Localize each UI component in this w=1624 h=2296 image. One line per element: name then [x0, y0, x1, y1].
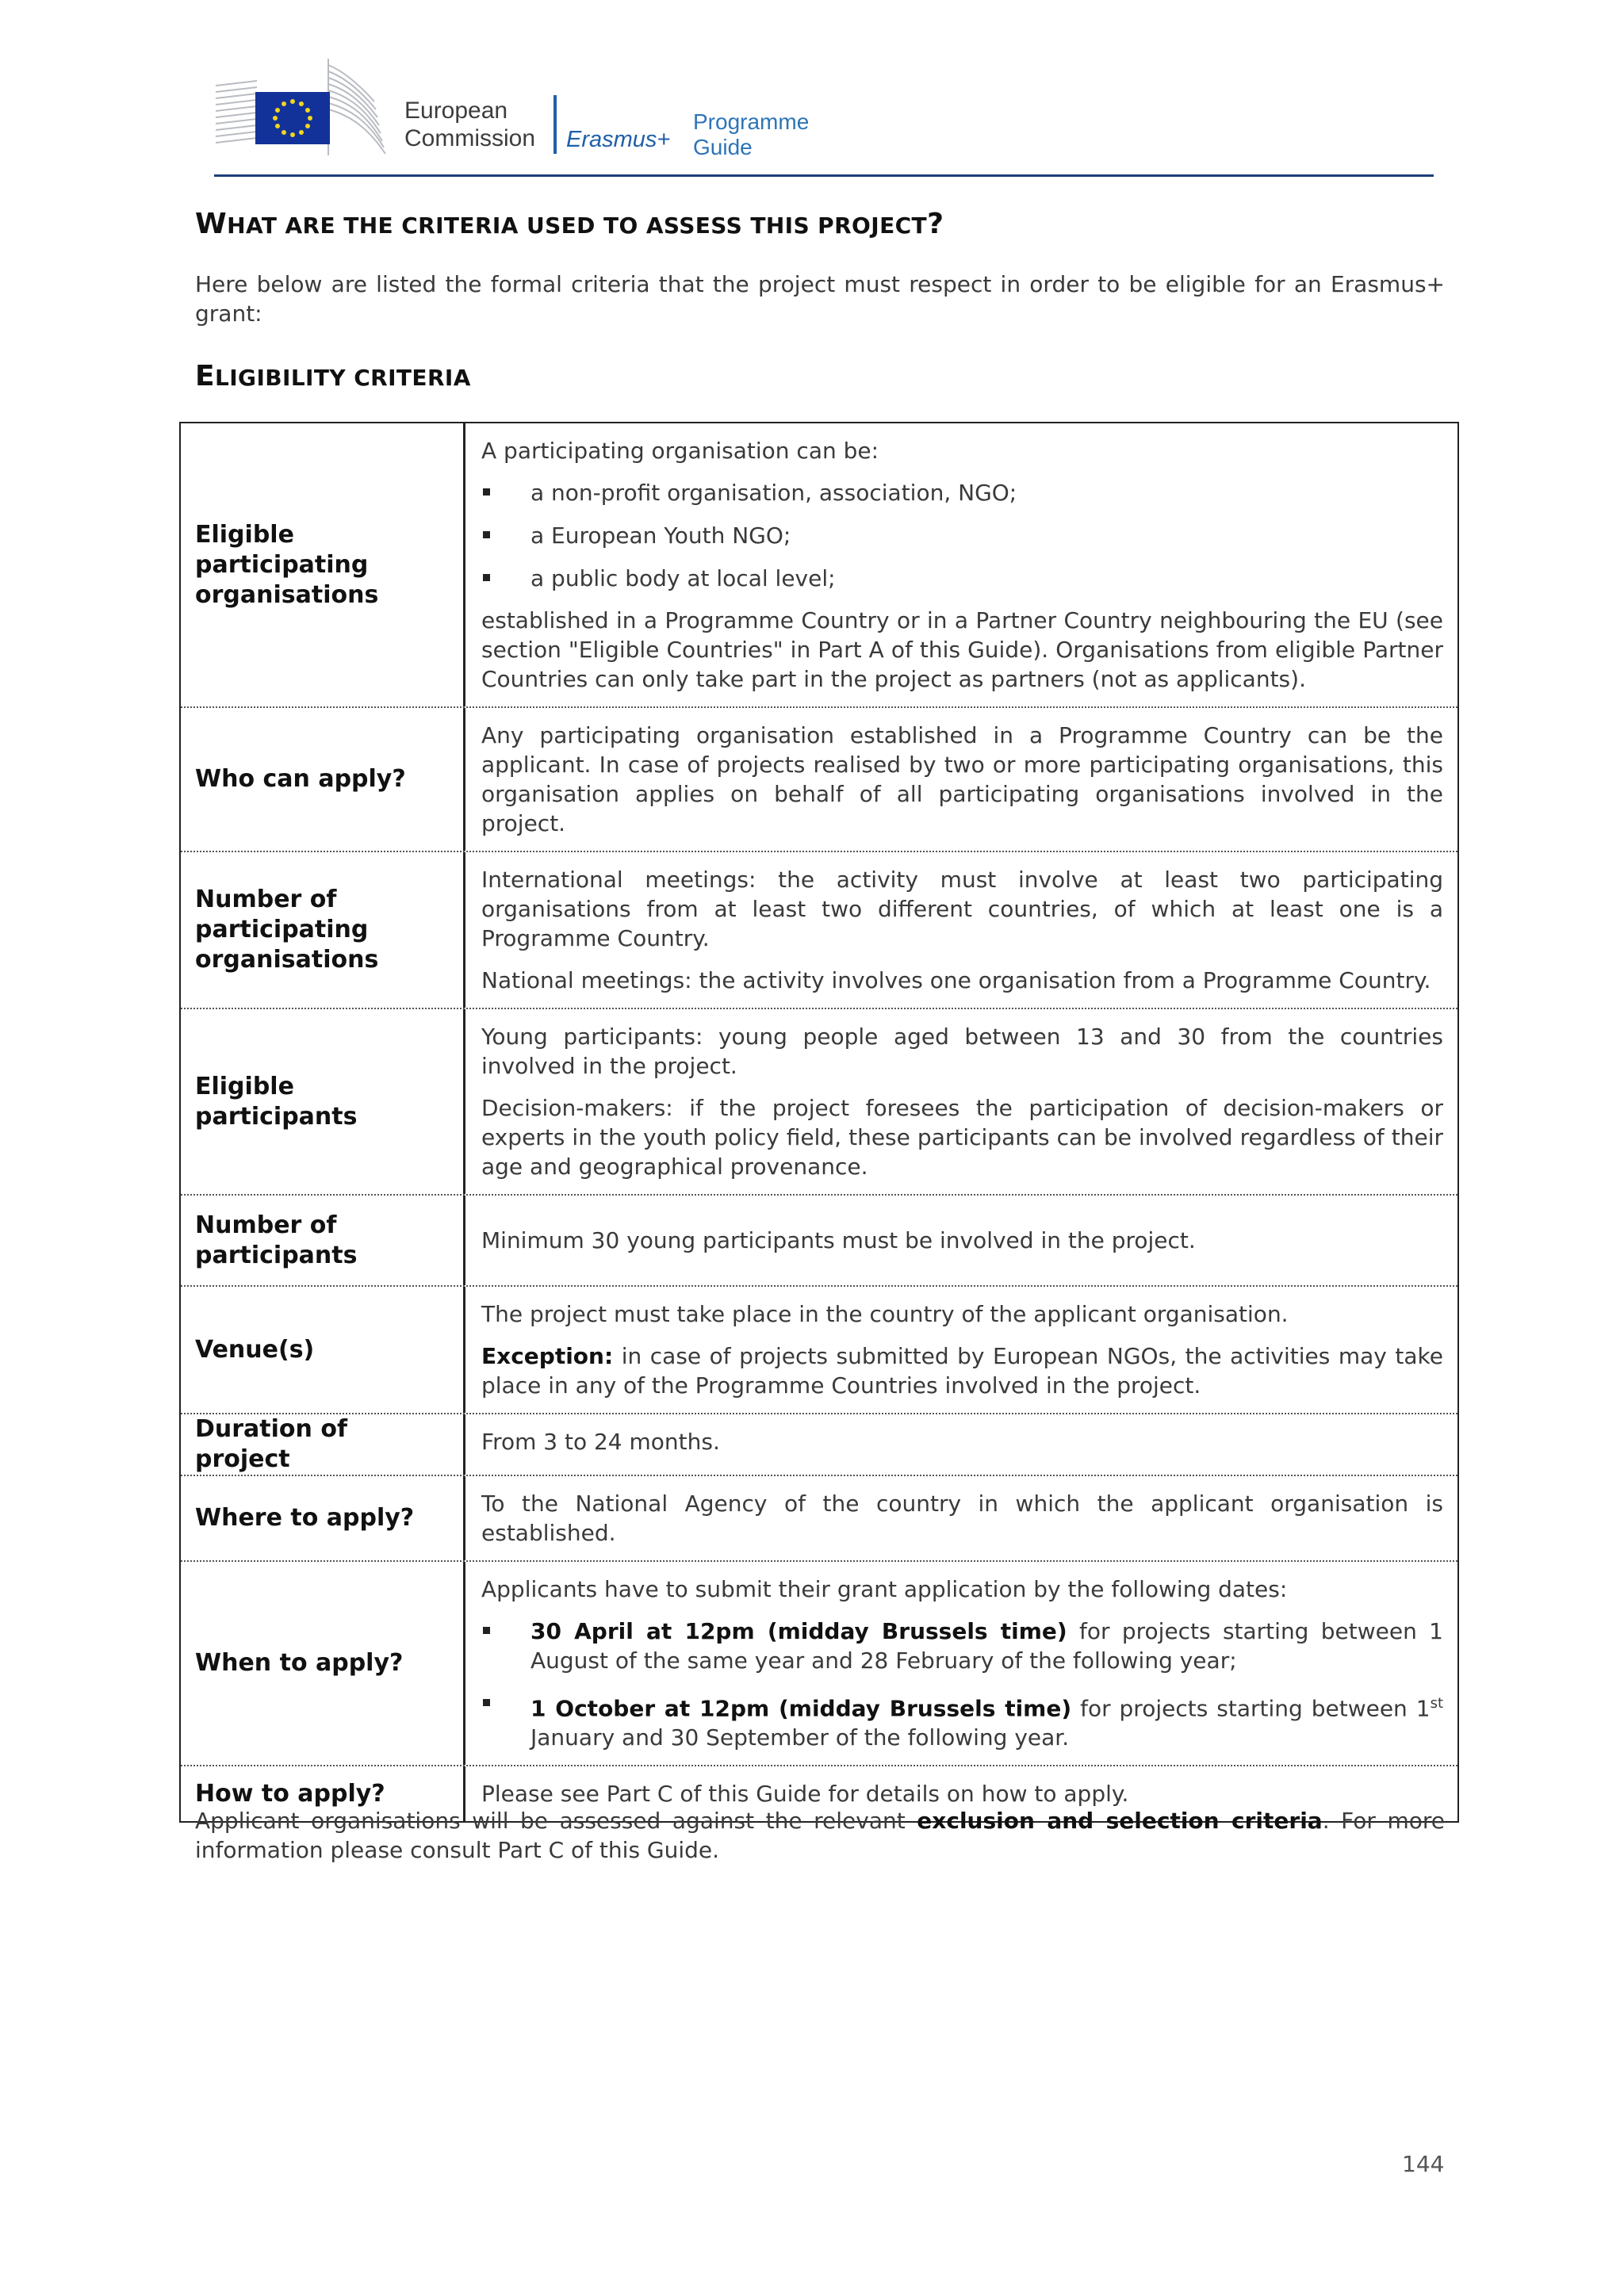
- row-venues: [181, 1287, 1457, 1414]
- row-duration: [181, 1414, 1457, 1476]
- row-value: [465, 423, 1457, 706]
- row-label: When to apply?: [181, 1562, 465, 1765]
- row-intro: A participating organisation can be:: [481, 438, 879, 464]
- erasmus-plus-logo-text: Erasmus+: [566, 127, 671, 152]
- list-item: 30 April at 12pm (midday Brussels time) for projects starting between 1 August of the same year and 28 February of the following year;: [481, 1617, 1443, 1675]
- eligibility-criteria-table: [179, 422, 1459, 1823]
- bullet-icon: [483, 574, 490, 581]
- row-label: Number of participating organisations: [181, 852, 465, 1008]
- row-label: Who can apply?: [181, 708, 465, 851]
- row-value: To the National Agency of the country in which the applicant organisation is established.: [481, 1490, 1443, 1546]
- header-divider: [214, 174, 1434, 177]
- row-value: Minimum 30 young participants must be involved in the project.: [481, 1227, 1196, 1253]
- ec-building-emblem-icon: [209, 54, 400, 157]
- bullet-icon: [483, 1627, 490, 1634]
- row-who-can-apply: [181, 708, 1457, 852]
- row-label: Venue(s): [181, 1287, 465, 1413]
- closing-paragraph: Applicant organisations will be assessed against the relevant exclusion and selection criteria. For more information please consult Part C of this Guide.: [195, 1808, 1445, 1863]
- row-value: Any participating organisation established in a Programme Country can be the applicant. In case of projects realised by two or more participating organisations, this organisation applies on behalf of all participating organisations involved in the project.: [481, 722, 1443, 836]
- row-label: Eligible participants: [181, 1009, 465, 1194]
- erasmus-divider: [553, 95, 557, 154]
- deadline-list: [481, 1617, 1443, 1752]
- row-value: From 3 to 24 months.: [481, 1429, 720, 1455]
- bullet-icon: [483, 1699, 490, 1706]
- list-item: 1 October at 12pm (midday Brussels time) for projects starting between 1st January and 30 September of the following year.: [481, 1689, 1443, 1752]
- row-value: Please see Part C of this Guide for details on how to apply.: [481, 1781, 1129, 1808]
- row-value: Young participants: young people aged between 13 and 30 from the countries involved in the project. Decision-makers: if the project foresees the participation of decision-makers or experts in the youth policy field, these participants can be involved regardless of their age and geographical provenance.: [481, 1024, 1443, 1180]
- row-value: The project must take place in the country of the applicant organisation. Exception: in case of projects submitted by European NGOs, the activities may take place in any of the Programme Countries involved in the project.: [481, 1301, 1443, 1399]
- bullet-icon: [483, 488, 490, 496]
- page-number: 144: [1402, 2151, 1445, 2177]
- bullet-icon: [483, 531, 490, 538]
- commission-name: European Commission: [404, 98, 536, 151]
- row-label: Where to apply?: [181, 1476, 465, 1560]
- page-title: WHAT ARE THE CRITERIA USED TO ASSESS THIS PROJECT?: [195, 208, 944, 240]
- intro-paragraph: Here below are listed the formal criteria that the project must respect in order to be eligible for an Erasmus+ grant:: [195, 271, 1445, 327]
- row-label: Duration of project: [181, 1414, 465, 1475]
- list-item: a European Youth NGO;: [481, 521, 1443, 550]
- row-value: Applicants have to submit their grant application by the following dates: 30 April at 12pm (midday Brussels time) for projects starting between 1 August of the same year and 28 February of the following year; 1 October at 12pm (midday Brussels time) for projects starting between 1st January and 30 September of the following year.: [481, 1576, 1443, 1751]
- row-value: International meetings: the activity must involve at least two participating organisations from at least two different countries, of which at least one is a Programme Country. National meetings: the activity involves one organisation from a Programme Country.: [481, 867, 1443, 993]
- row-label: Number of participants: [181, 1196, 465, 1285]
- row-label: How to apply?: [181, 1766, 465, 1821]
- row-label: Eligible participating organisations: [181, 423, 465, 706]
- list-item: a non-profit organisation, association, NGO;: [481, 478, 1443, 507]
- section-heading: ELIGIBILITY CRITERIA: [195, 360, 471, 392]
- row-number-of-organisations: [181, 852, 1457, 1009]
- row-eligible-participants: [181, 1009, 1457, 1196]
- list-item: a public body at local level;: [481, 564, 1443, 593]
- row-closing: established in a Programme Country or in a Partner Country neighbouring the EU (see section "Eligible Countries" in Part A of this Guide). Organisations from eligible Partner Countries can only take part in the project as partners (not as applicants).: [481, 607, 1443, 692]
- row-where-to-apply: [181, 1476, 1457, 1562]
- organisation-type-list: [481, 478, 1443, 593]
- row-number-of-participants: [181, 1196, 1457, 1287]
- programme-guide-label: Programme Guide: [693, 109, 810, 159]
- page-header: [205, 54, 1434, 182]
- row-eligible-organisations: [181, 423, 1457, 708]
- row-when-to-apply: [181, 1562, 1457, 1766]
- european-commission-logo: [209, 54, 693, 157]
